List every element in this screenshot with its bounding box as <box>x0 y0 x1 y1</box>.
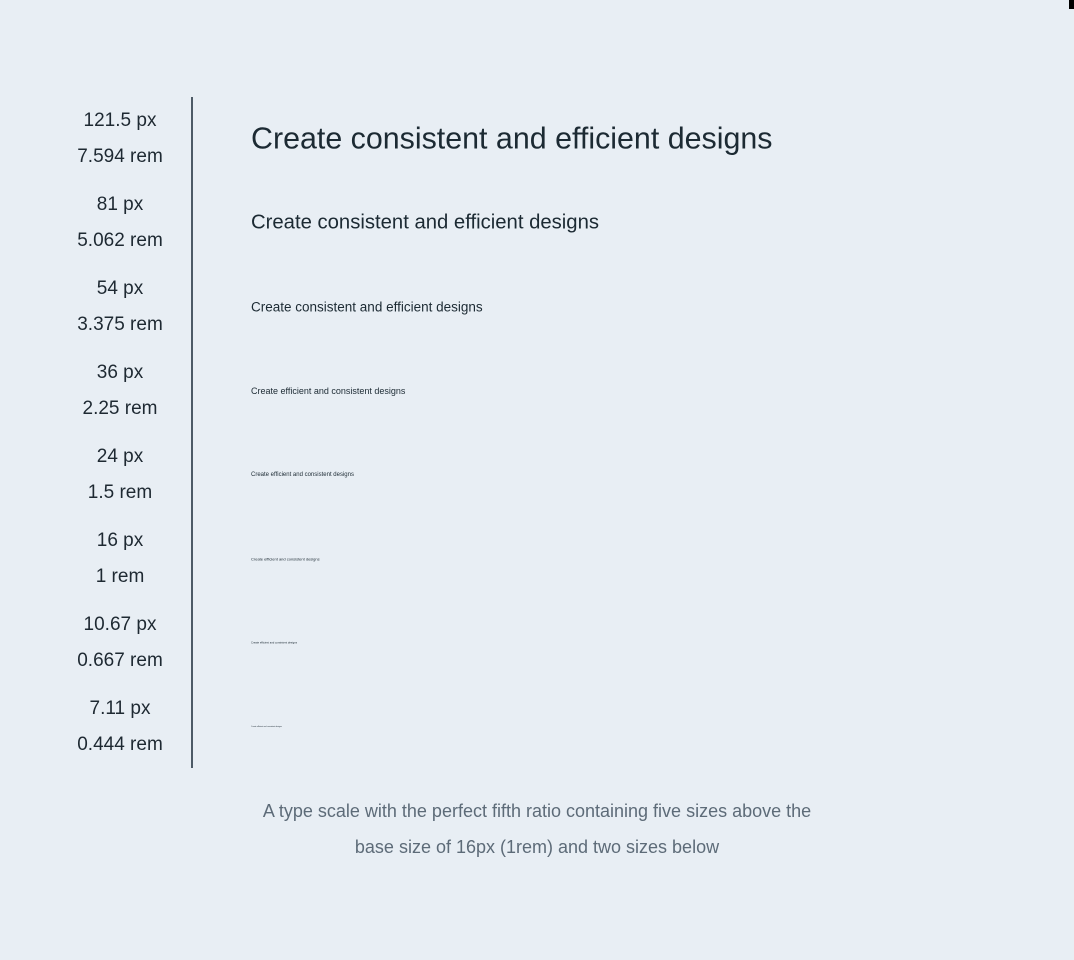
sample-text: Create efficient and consistent designs <box>251 386 406 396</box>
sample-text: Create efficient and consistent designs <box>251 556 320 562</box>
rem-size-label: 7.594 rem <box>77 146 163 167</box>
px-size-label: 81 px <box>96 194 144 215</box>
type-scale-row <box>0 181 1074 265</box>
px-size-label: 121.5 px <box>83 110 157 131</box>
size-labels <box>49 355 191 427</box>
rem-size-label: 1.5 rem <box>87 482 153 503</box>
type-scale-row <box>0 433 1074 517</box>
type-scale-row <box>0 349 1074 433</box>
px-size-label: 10.67 px <box>83 614 157 635</box>
sample-text: Create efficient and consistent designs <box>251 472 354 478</box>
px-size-label: 7.11 px <box>89 698 151 719</box>
rem-size-label: 2.25 rem <box>82 398 158 419</box>
size-labels <box>49 439 191 511</box>
size-labels <box>49 523 191 595</box>
sample-text: Create efficient and consistent designs <box>251 641 298 645</box>
corner-artifact-mark <box>1069 0 1074 9</box>
sample-text: Create consistent and efficient designs <box>251 121 773 156</box>
type-scale-row <box>0 517 1074 601</box>
size-labels <box>49 103 191 175</box>
type-scale-row <box>0 601 1074 685</box>
sample-text: Create efficient and consistent designs <box>251 726 282 728</box>
scale-description-line-2: base size of 16px (1rem) and two sizes below <box>354 837 720 857</box>
type-scale-preview <box>0 97 1074 769</box>
sample-text: Create consistent and efficient designs <box>251 211 599 234</box>
type-scale-row <box>0 97 1074 181</box>
rem-size-label: 1 rem <box>95 566 145 587</box>
size-labels <box>49 271 191 343</box>
scale-description-line-1: A type scale with the perfect fifth ratio containing five sizes above the <box>262 801 812 821</box>
px-size-label: 16 px <box>96 530 144 551</box>
rem-size-label: 3.375 rem <box>77 314 163 335</box>
px-size-label: 24 px <box>96 446 144 467</box>
type-scale-row <box>0 685 1074 769</box>
size-labels <box>49 691 191 763</box>
rem-size-label: 0.667 rem <box>77 650 163 671</box>
size-labels <box>49 187 191 259</box>
rem-size-label: 0.444 rem <box>77 734 163 755</box>
sample-text: Create consistent and efficient designs <box>251 299 483 315</box>
rem-size-label: 5.062 rem <box>77 230 163 251</box>
type-scale-row <box>0 265 1074 349</box>
px-size-label: 54 px <box>96 278 144 299</box>
scale-description <box>0 793 1074 865</box>
px-size-label: 36 px <box>96 362 144 383</box>
size-labels <box>49 607 191 679</box>
